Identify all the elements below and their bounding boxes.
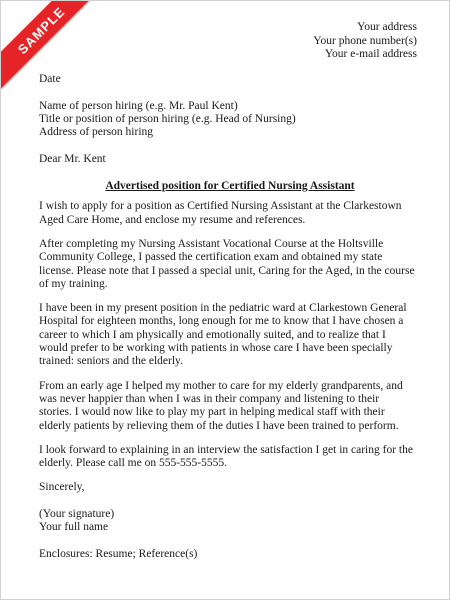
- letter-date: Date: [39, 73, 61, 85]
- sender-block: [313, 21, 417, 62]
- paragraph-line: I look forward to explaining in an interview the satisfaction I get in caring for the: [39, 443, 413, 456]
- recipient-name: Name of person hiring (e.g. Mr. Paul Kent): [39, 99, 238, 112]
- paragraph-line: of my training.: [39, 277, 108, 290]
- paragraph-line: Community College, I passed the certification exam and obtained my state: [39, 251, 383, 264]
- paragraph-line: trained: seniors and the elderly.: [39, 355, 183, 368]
- salutation: Dear Mr. Kent: [39, 152, 106, 165]
- enclosures: Enclosures: Resume; Reference(s): [39, 547, 198, 560]
- paragraph-line: Aged Care Home, and enclose my resume and references.: [39, 213, 306, 226]
- paragraph-3: [39, 302, 429, 368]
- paragraph-2: [39, 238, 429, 291]
- sender-address: Your address: [357, 21, 417, 33]
- paragraph-line: stories. I would now like to play my part in helping medical staff with their: [39, 406, 385, 419]
- sender-email: Your e-mail address: [324, 48, 417, 60]
- paragraph-1: [39, 200, 429, 227]
- closing: Sincerely,: [39, 481, 85, 494]
- recipient-title: Title or position of person hiring (e.g. Head of Nursing): [39, 112, 296, 125]
- paragraph-line: was never happier than when I was in their company and listening to their: [39, 392, 380, 405]
- paragraph-line: elderly patients by relieving them of the duties I have been trained to perform.: [39, 419, 399, 432]
- paragraph-line: career to which I am physically and emotionally suited, and to realize that I: [39, 328, 386, 341]
- letter-body: [39, 73, 429, 561]
- paragraph-line: After completing my Nursing Assistant Vocational Course at the Holtsville: [39, 237, 384, 250]
- paragraph-line: would prefer to be working with patients in whose care I have been specially: [39, 342, 393, 355]
- sender-phone: Your phone number(s): [313, 34, 417, 47]
- paragraph-4: [39, 380, 429, 433]
- paragraph-line: From an early age I helped my mother to care for my elderly grandparents, and: [39, 379, 403, 392]
- paragraph-line: Hospital for eighteen months, long enough for me to know that I have chosen a: [39, 315, 404, 328]
- full-name: Your full name: [39, 521, 109, 534]
- paragraph-line: I wish to apply for a position as Certified Nursing Assistant at the Clarkestown: [39, 200, 402, 213]
- recipient-address: Address of person hiring: [39, 126, 154, 139]
- recipient-block: [39, 100, 429, 140]
- signature: (Your signature): [39, 508, 115, 521]
- paragraph-line: license. Please note that I passed a special unit, Caring for the Aged, in the course: [39, 264, 415, 277]
- subject-line: Advertised position for Certified Nursing Assistant: [105, 180, 355, 193]
- paragraph-line: I have been in my present position in the pediatric ward at Clarkestown General: [39, 302, 407, 315]
- sample-ribbon-label: SAMPLE: [14, 3, 68, 57]
- paragraph-5: [39, 444, 429, 471]
- paragraph-line: elderly. Please call me on 555-555-5555.: [39, 457, 227, 470]
